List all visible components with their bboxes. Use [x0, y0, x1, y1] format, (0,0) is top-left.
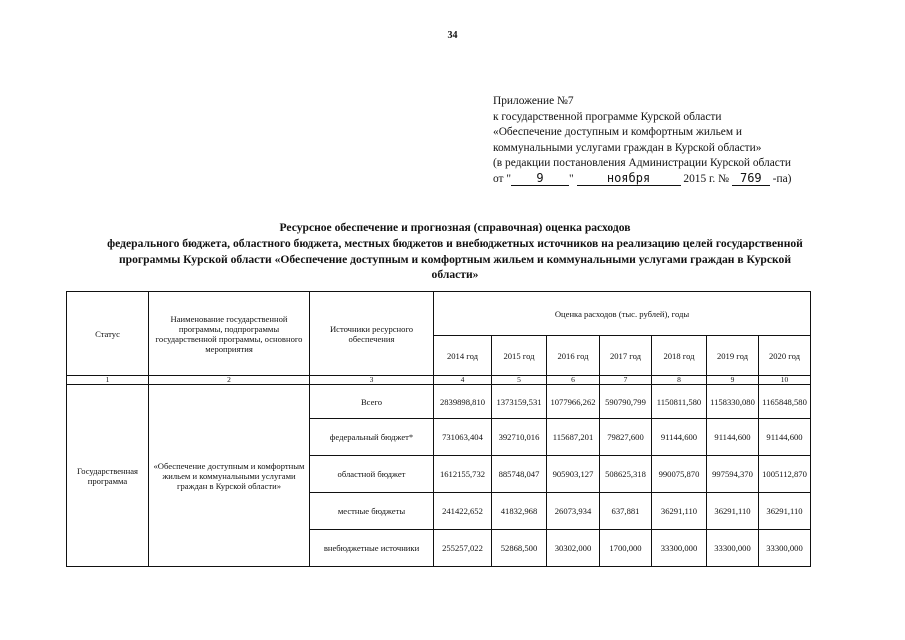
- value-cell: 91144,600: [759, 419, 811, 456]
- value-cell: 1150811,580: [652, 385, 707, 419]
- index-cell: 8: [652, 376, 707, 385]
- handwritten-month: ноября: [577, 172, 681, 186]
- document-title: [60, 220, 850, 283]
- index-cell: 7: [600, 376, 652, 385]
- value-cell: 1158330,080: [707, 385, 759, 419]
- index-row: [67, 376, 811, 385]
- value-cell: 41832,968: [492, 493, 547, 530]
- value-cell: 241422,652: [434, 493, 492, 530]
- title-line-4: области»: [431, 268, 479, 282]
- value-cell: 79827,600: [600, 419, 652, 456]
- value-cell: 997594,370: [707, 456, 759, 493]
- header-year: 2019 год: [707, 336, 759, 376]
- source-cell: областной бюджет: [310, 456, 434, 493]
- value-cell: 1612155,732: [434, 456, 492, 493]
- value-cell: 1165848,580: [759, 385, 811, 419]
- value-cell: 1700,000: [600, 530, 652, 567]
- value-cell: 36291,110: [652, 493, 707, 530]
- header-sources: Источники ресурсного обеспечения: [310, 292, 434, 376]
- header-year: 2018 год: [652, 336, 707, 376]
- page-number: 34: [447, 30, 458, 41]
- budget-table: [66, 291, 811, 567]
- value-cell: 885748,047: [492, 456, 547, 493]
- appendix-line-3: «Обеспечение доступным и комфортным жильем и: [493, 126, 743, 139]
- appendix-line-2: к государственной программе Курской области: [493, 110, 722, 123]
- appendix-line-4: коммунальными услугами граждан в Курской области»: [493, 141, 762, 154]
- header-year: 2014 год: [434, 336, 492, 376]
- date-prefix: от ": [493, 172, 512, 185]
- header-status: Статус: [67, 292, 149, 376]
- index-cell: 5: [492, 376, 547, 385]
- value-cell: 905903,127: [547, 456, 600, 493]
- value-cell: 255257,022: [434, 530, 492, 567]
- value-cell: 392710,016: [492, 419, 547, 456]
- source-cell: внебюджетные источники: [310, 530, 434, 567]
- date-quote: ": [569, 172, 574, 185]
- header-row-1: [67, 292, 811, 336]
- header-year: 2016 год: [547, 336, 600, 376]
- table-row: [67, 385, 811, 419]
- header-year: 2020 год: [759, 336, 811, 376]
- appendix-block: [493, 94, 893, 188]
- value-cell: 115687,201: [547, 419, 600, 456]
- value-cell: 36291,110: [707, 493, 759, 530]
- header-year: 2015 год: [492, 336, 547, 376]
- source-cell: федеральный бюджет*: [310, 419, 434, 456]
- index-cell: 1: [67, 376, 149, 385]
- program-name-cell: «Обеспечение доступным и комфортным жильем и коммунальными услугами граждан в Курской области»: [149, 385, 310, 567]
- index-cell: 6: [547, 376, 600, 385]
- value-cell: 1373159,531: [492, 385, 547, 419]
- index-cell: 3: [310, 376, 434, 385]
- value-cell: 91144,600: [652, 419, 707, 456]
- value-cell: 1077966,262: [547, 385, 600, 419]
- value-cell: 36291,110: [759, 493, 811, 530]
- source-cell: Всего: [310, 385, 434, 419]
- title-line-3: программы Курской области «Обеспечение доступным и комфортным жильем и коммунальными услугами граждан в Курской: [118, 252, 791, 266]
- appendix-line-1: Приложение №7: [493, 95, 574, 107]
- value-cell: 2839898,810: [434, 385, 492, 419]
- value-cell: 590790,799: [600, 385, 652, 419]
- value-cell: 30302,000: [547, 530, 600, 567]
- value-cell: 33300,000: [652, 530, 707, 567]
- value-cell: 508625,318: [600, 456, 652, 493]
- appendix-date-line: [493, 172, 893, 188]
- header-year: 2017 год: [600, 336, 652, 376]
- status-cell: Государственная программа: [67, 385, 149, 567]
- value-cell: 990075,870: [652, 456, 707, 493]
- value-cell: 26073,934: [547, 493, 600, 530]
- value-cell: 731063,404: [434, 419, 492, 456]
- title-line-2: федерального бюджета, областного бюджета, местных бюджетов и внебюджетных источников на реализацию целей государственной: [107, 236, 803, 250]
- value-cell: 33300,000: [759, 530, 811, 567]
- handwritten-day: 9: [511, 172, 569, 186]
- date-year: 2015 г. №: [680, 172, 732, 185]
- source-cell: местные бюджеты: [310, 493, 434, 530]
- index-cell: 9: [707, 376, 759, 385]
- value-cell: 1005112,870: [759, 456, 811, 493]
- header-name: Наименование государственной программы, подпрограммы государственной программы, основного мероприятия: [149, 292, 310, 376]
- value-cell: 52868,500: [492, 530, 547, 567]
- appendix-line-5: (в редакции постановления Администрации Курской области: [493, 157, 791, 170]
- handwritten-number: 769: [732, 172, 770, 186]
- index-cell: 4: [434, 376, 492, 385]
- date-suffix: -па): [769, 172, 792, 185]
- value-cell: 637,881: [600, 493, 652, 530]
- header-estimate: Оценка расходов (тыс. рублей), годы: [434, 292, 811, 336]
- index-cell: 10: [759, 376, 811, 385]
- index-cell: 2: [149, 376, 310, 385]
- value-cell: 33300,000: [707, 530, 759, 567]
- value-cell: 91144,600: [707, 419, 759, 456]
- title-line-1: Ресурсное обеспечение и прогнозная (справочная) оценка расходов: [279, 221, 631, 234]
